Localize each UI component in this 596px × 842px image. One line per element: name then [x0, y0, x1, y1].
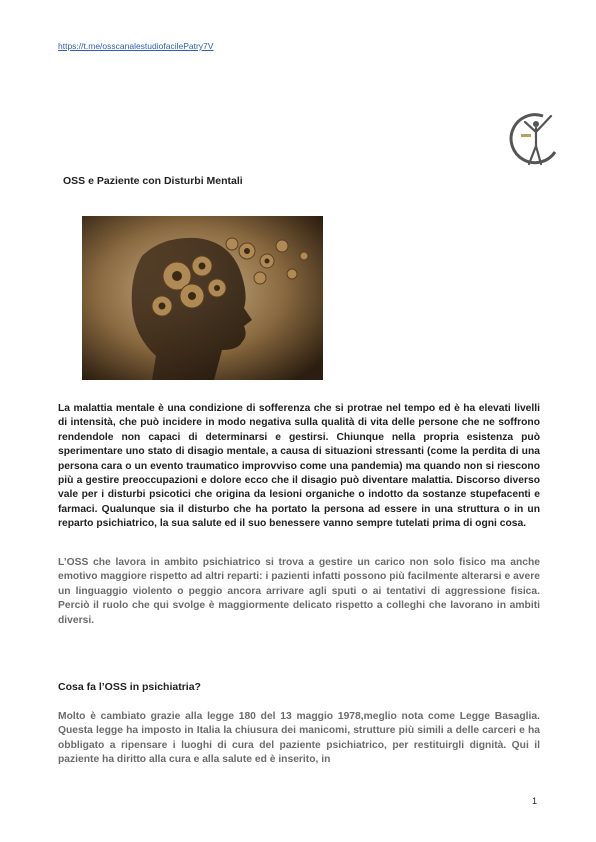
- vitruvian-logo-icon: [503, 108, 561, 170]
- paragraph-1: La malattia mentale è una condizione di sofferenza che si protrae nel tempo ed è ha elevati livelli di intensità, che può incidere in modo negativa sulla qualità di vita delle persone che ne soffrono rendendole non capaci di determinarsi e gestirsi. Chiunque nella propria esistenza può sperimentare uno stato di disagio mentale, a causa di situazioni stressanti (come la perdita di una persona cara o un evento traumatico improvviso come una pandemia) ma quando non si riescono più a gestire preoccupazioni e dolore ecco che il disagio può diventare malattia. Discorso diverso vale per i disturbi psicotici che origina da lesioni organiche o indotto da sostanze stupefacenti e farmaci. Qualunque sia il disturbo che ha portato la persona ad essere in una struttura o in un reparto psichiatrico, la sua salute ed il suo benessere vanno sempre tutelati prima di ogni cosa.: [58, 403, 540, 530]
- section-heading: Cosa fa l’OSS in psichiatria?: [58, 681, 201, 693]
- paragraph-2: L’OSS che lavora in ambito psichiatrico si trova a gestire un carico non solo fisico ma anche emotivo maggiore rispetto ad altri reparti: i pazienti infatti possono più facilmente alterarsi e avere un linguaggio violento o peggio ancora arrivare agli sputi o ai tentativi di aggressione fisica. Perciò il ruolo che qui svolge è maggiormente delicato rispetto a colleghi che lavorano in ambiti diversi.: [58, 557, 540, 626]
- header-link[interactable]: https://t.me/osscanalestudiofacilePatry7V: [58, 41, 214, 51]
- head-with-gears-illustration-icon: [82, 216, 323, 380]
- paragraph-3: Molto è cambiato grazie alla legge 180 del 13 maggio 1978,meglio nota come Legge Basaglia. Questa legge ha imposto in Italia la chiusura dei manicomi, strutture più simili a delle carceri e ha obbligato a ripensare i luoghi di cura del paziente psichiatrico, per restituirgli dignità. Qui il paziente ha diritto alla cura e alla salute ed è inserito, in: [58, 711, 540, 766]
- page-number: 1: [532, 796, 538, 806]
- page-title: OSS e Paziente con Disturbi Mentali: [63, 175, 243, 187]
